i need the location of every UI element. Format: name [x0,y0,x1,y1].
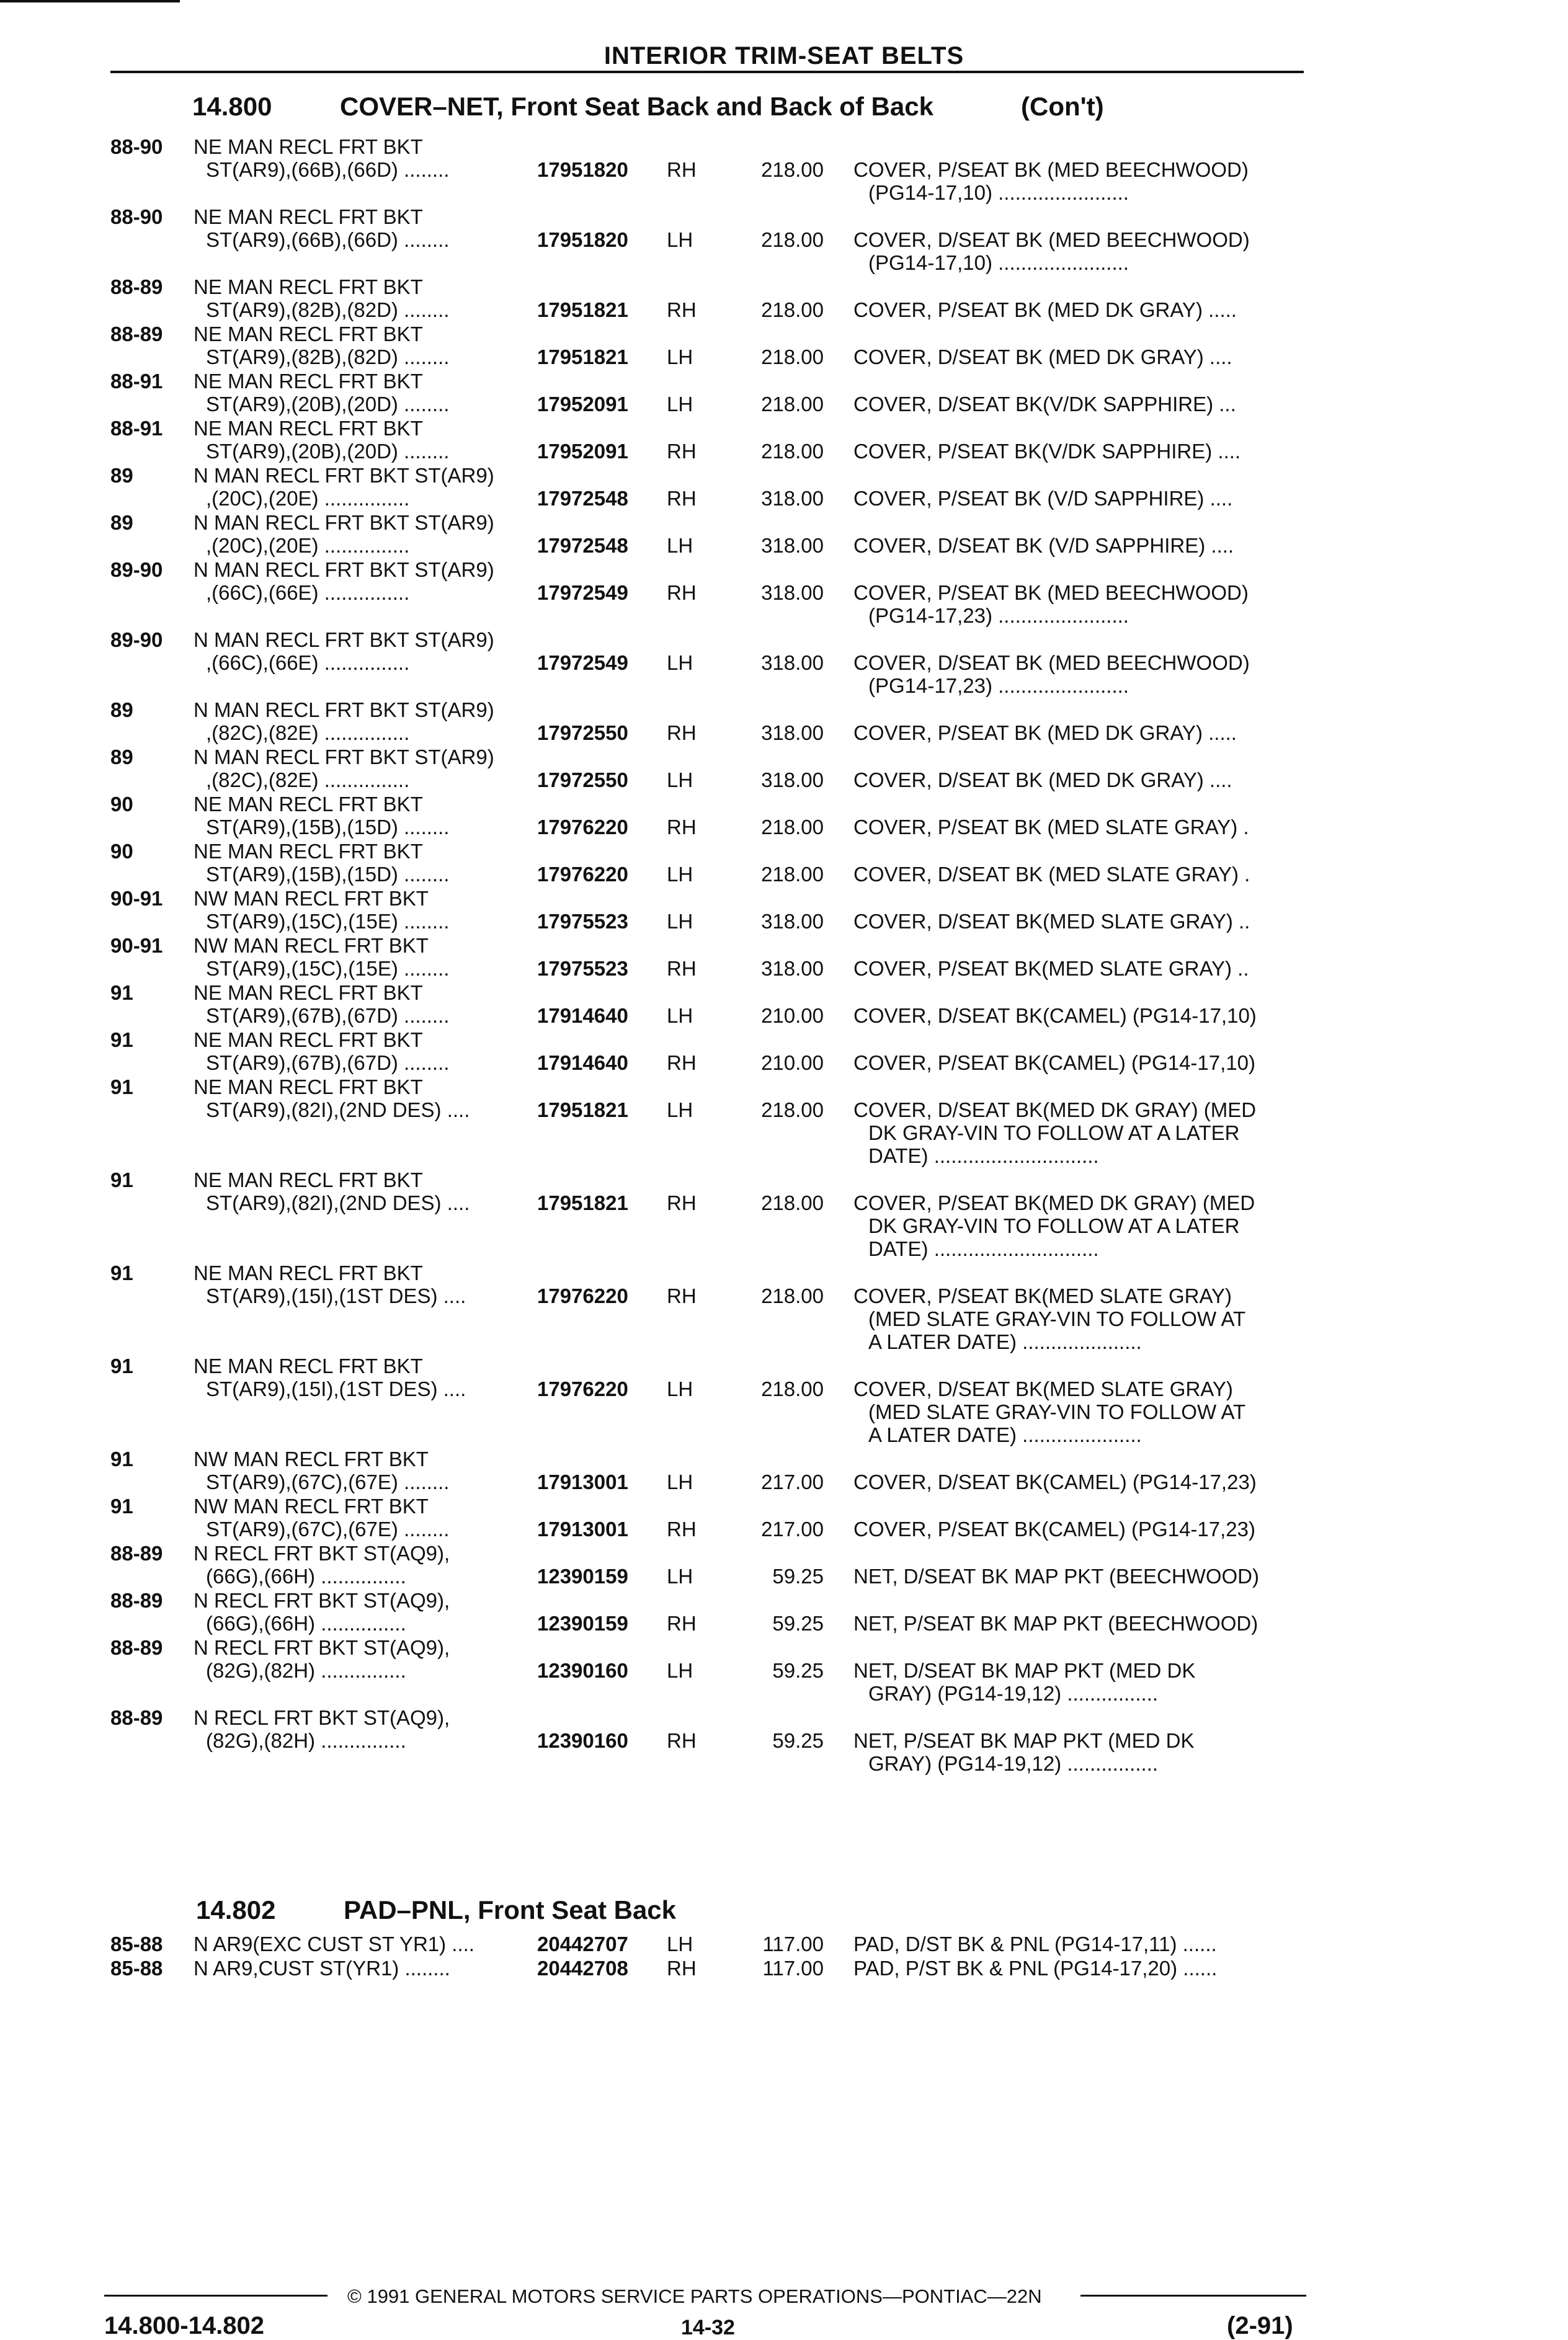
top-corner-rule [0,0,180,2]
application-desc-line2: ,(82C),(82E) ............... [206,721,410,744]
section-title: PAD–PNL, Front Seat Back [344,1895,677,1924]
part-description-line: COVER, D/SEAT BK (MED DK GRAY) .... [853,768,1232,791]
application-desc-line1: NE MAN RECL FRT BKT [194,1028,423,1051]
application-desc-line2: ST(AR9),(67B),(67D) ........ [206,1051,450,1074]
part-description [853,487,1312,510]
part-number: 17951820 [537,158,628,181]
model-years: 89 [110,511,133,534]
part-number: 17976220 [537,1377,628,1400]
part-description [853,1933,1312,1955]
side: LH [667,910,693,933]
part-description-line: COVER, P/SEAT BK(CAMEL) (PG14-17,23) [853,1518,1255,1541]
part-number: 17913001 [537,1470,628,1493]
part-description [853,1098,1312,1167]
part-description [853,1612,1312,1635]
application-desc-line2: ,(20C),(20E) ............... [206,487,410,510]
application-desc-line1: NE MAN RECL FRT BKT [194,1168,423,1191]
part-number: 20442708 [537,1957,628,1980]
side: RH [667,1191,697,1214]
model-years: 89 [110,745,133,768]
application-desc-line1: NE MAN RECL FRT BKT [194,1261,423,1284]
section-number: 14.800 [192,92,272,121]
list-price: 210.00 [761,1051,824,1074]
part-description-line: COVER, P/SEAT BK (MED BEECHWOOD) [853,581,1249,604]
application-desc-line1: NE MAN RECL FRT BKT [194,370,423,393]
side: RH [667,581,697,604]
part-description [853,768,1312,791]
part-description-line: (PG14-17,23) ....................... [868,674,1129,697]
section-number: 14.802 [196,1895,276,1924]
application-desc-line2: ,(66C),(66E) ............... [206,651,410,674]
side: RH [667,298,697,321]
part-description-line: (MED SLATE GRAY-VIN TO FOLLOW AT [868,1400,1246,1423]
part-description [853,1518,1312,1541]
part-description-line: PAD, D/ST BK & PNL (PG14-17,11) ...... [853,1933,1217,1955]
model-years: 88-90 [110,205,163,228]
copyright-notice: © 1991 GENERAL MOTORS SERVICE PARTS OPERATIONS—PONTIAC—22N [347,2285,1042,2307]
application-desc-line1: NW MAN RECL FRT BKT [194,887,429,910]
list-price: 318.00 [761,957,824,980]
part-description [853,1565,1312,1588]
part-description [853,1191,1312,1260]
application-desc-line1: NE MAN RECL FRT BKT [194,1355,423,1377]
side: LH [667,345,693,368]
part-description [853,1377,1312,1446]
part-description-line: NET, D/SEAT BK MAP PKT (BEECHWOOD) [853,1565,1260,1588]
part-number: 12390160 [537,1659,628,1682]
part-description [853,957,1312,980]
list-price: 218.00 [761,816,824,839]
application-desc-line1: N RECL FRT BKT ST(AQ9), [194,1542,450,1565]
model-years: 89-90 [110,558,163,581]
part-number: 17976220 [537,1284,628,1307]
application-desc-line2: ST(AR9),(82I),(2ND DES) .... [206,1191,470,1214]
footer-rule-right [1080,2295,1306,2297]
model-years: 91 [110,1028,133,1051]
part-description-line: COVER, P/SEAT BK(MED SLATE GRAY) [853,1284,1232,1307]
model-years: 88-89 [110,1706,163,1729]
part-number: 17951821 [537,298,628,321]
application-desc-line2: ST(AR9),(67B),(67D) ........ [206,1004,450,1027]
list-price: 218.00 [761,158,824,181]
application-desc-line1: N AR9(EXC CUST ST YR1) .... [194,1933,474,1955]
part-number: 17951821 [537,1098,628,1121]
part-description-line: GRAY) (PG14-19,12) ................ [868,1682,1159,1705]
list-price: 218.00 [761,228,824,251]
part-number: 17972548 [537,487,628,510]
model-years: 88-91 [110,417,163,440]
list-price: 218.00 [761,863,824,886]
side: LH [667,1098,693,1121]
model-years: 88-89 [110,323,163,345]
part-number: 17972550 [537,721,628,744]
model-years: 91 [110,1075,133,1098]
application-desc-line1: N MAN RECL FRT BKT ST(AR9) [194,511,494,534]
list-price: 59.25 [772,1659,824,1682]
part-description-line: COVER, P/SEAT BK(CAMEL) (PG14-17,10) [853,1051,1255,1074]
part-description-line: (PG14-17,23) ....................... [868,604,1129,627]
part-description-line: NET, D/SEAT BK MAP PKT (MED DK [853,1659,1196,1682]
part-description [853,1470,1312,1493]
application-desc-line2: ST(AR9),(15B),(15D) ........ [206,816,450,839]
application-desc-line2: ST(AR9),(67C),(67E) ........ [206,1518,450,1541]
part-number: 17914640 [537,1051,628,1074]
side: LH [667,1470,693,1493]
model-years: 85-88 [110,1957,163,1980]
part-description-line: NET, P/SEAT BK MAP PKT (BEECHWOOD) [853,1612,1258,1635]
part-description [853,534,1312,557]
list-price: 218.00 [761,1377,824,1400]
list-price: 318.00 [761,910,824,933]
part-description-line: COVER, P/SEAT BK(MED DK GRAY) (MED [853,1191,1255,1214]
part-description-line: COVER, D/SEAT BK(MED DK GRAY) (MED [853,1098,1257,1121]
model-years: 91 [110,981,133,1004]
application-desc-line1: N MAN RECL FRT BKT ST(AR9) [194,464,494,487]
part-description [853,1957,1312,1980]
part-description [853,345,1312,368]
part-description [853,816,1312,839]
application-desc-line1: N RECL FRT BKT ST(AQ9), [194,1589,450,1612]
application-desc-line2: ST(AR9),(20B),(20D) ........ [206,393,450,416]
part-description [853,1729,1312,1775]
part-number: 17972549 [537,581,628,604]
model-years: 88-91 [110,370,163,393]
application-desc-line1: NW MAN RECL FRT BKT [194,934,429,957]
part-description-line: COVER, D/SEAT BK (MED SLATE GRAY) . [853,863,1250,886]
footer-page-number: 14-32 [681,2316,735,2339]
footer-revision-date: (2-91) [1227,2312,1293,2339]
part-number: 17913001 [537,1518,628,1541]
model-years: 90 [110,793,133,816]
application-desc-line2: ST(AR9),(20B),(20D) ........ [206,440,450,463]
part-description-line: GRAY) (PG14-19,12) ................ [868,1752,1159,1775]
part-description-line: COVER, P/SEAT BK (MED SLATE GRAY) . [853,816,1249,839]
part-number: 17951820 [537,228,628,251]
application-desc-line2: ST(AR9),(67C),(67E) ........ [206,1470,450,1493]
page-title: INTERIOR TRIM-SEAT BELTS [604,42,964,69]
application-desc-line1: N MAN RECL FRT BKT ST(AR9) [194,745,494,768]
side: RH [667,1957,697,1980]
part-number: 17952091 [537,440,628,463]
model-years: 89 [110,464,133,487]
application-desc-line2: ,(20C),(20E) ............... [206,534,410,557]
part-description-line: COVER, P/SEAT BK (MED BEECHWOOD) [853,158,1249,181]
part-description-line: A LATER DATE) ..................... [868,1423,1142,1446]
part-description-line: NET, P/SEAT BK MAP PKT (MED DK [853,1729,1195,1752]
application-desc-line1: N MAN RECL FRT BKT ST(AR9) [194,698,494,721]
list-price: 117.00 [762,1933,824,1955]
part-description-line: COVER, D/SEAT BK (MED BEECHWOOD) [853,651,1250,674]
part-number: 17972548 [537,534,628,557]
part-description-line: COVER, D/SEAT BK(MED SLATE GRAY) .. [853,910,1250,933]
application-desc-line2: ,(66C),(66E) ............... [206,581,410,604]
part-description [853,581,1312,627]
model-years: 88-89 [110,275,163,298]
part-description-line: DATE) ............................. [868,1144,1099,1167]
application-desc-line2: ST(AR9),(82B),(82D) ........ [206,298,450,321]
application-desc-line2: (66G),(66H) ............... [206,1565,406,1588]
model-years: 88-89 [110,1542,163,1565]
model-years: 90-91 [110,887,163,910]
model-years: 88-90 [110,135,163,158]
part-description-line: COVER, P/SEAT BK(MED SLATE GRAY) .. [853,957,1249,980]
application-desc-line1: NE MAN RECL FRT BKT [194,135,423,158]
part-description [853,1051,1312,1074]
part-description-line: COVER, D/SEAT BK (V/D SAPPHIRE) .... [853,534,1234,557]
part-description [853,651,1312,697]
part-number: 12390160 [537,1729,628,1752]
side: LH [667,1659,693,1682]
part-number: 12390159 [537,1565,628,1588]
part-description [853,158,1312,204]
side: RH [667,721,697,744]
side: LH [667,393,693,416]
part-description-line: COVER, D/SEAT BK(CAMEL) (PG14-17,23) [853,1470,1257,1493]
part-description-line: A LATER DATE) ..................... [868,1330,1142,1353]
application-desc-line1: NE MAN RECL FRT BKT [194,205,423,228]
part-number: 12390159 [537,1612,628,1635]
side: RH [667,440,697,463]
part-description-line: DK GRAY-VIN TO FOLLOW AT A LATER [868,1214,1240,1237]
application-desc-line2: (82G),(82H) ............... [206,1659,406,1682]
side: RH [667,1612,697,1635]
part-description-line: COVER, P/SEAT BK (MED DK GRAY) ..... [853,298,1237,321]
title-rule [110,71,1304,73]
model-years: 90 [110,840,133,863]
side: RH [667,487,697,510]
model-years: 85-88 [110,1933,163,1955]
application-desc-line1: N MAN RECL FRT BKT ST(AR9) [194,558,494,581]
part-description-line: COVER, D/SEAT BK(V/DK SAPPHIRE) ... [853,393,1236,416]
side: LH [667,1933,693,1955]
part-description-line: DK GRAY-VIN TO FOLLOW AT A LATER [868,1121,1240,1144]
application-desc-line1: NE MAN RECL FRT BKT [194,323,423,345]
footer-rule-left [104,2295,327,2297]
part-number: 17975523 [537,910,628,933]
application-desc-line1: NW MAN RECL FRT BKT [194,1495,429,1518]
list-price: 59.25 [772,1612,824,1635]
side: RH [667,158,697,181]
model-years: 90-91 [110,934,163,957]
side: LH [667,768,693,791]
list-price: 217.00 [761,1470,824,1493]
list-price: 59.25 [772,1565,824,1588]
part-description [853,1284,1312,1353]
part-number: 17976220 [537,863,628,886]
application-desc-line2: ST(AR9),(15I),(1ST DES) .... [206,1284,466,1307]
list-price: 217.00 [761,1518,824,1541]
part-number: 17972549 [537,651,628,674]
part-description-line: DATE) ............................. [868,1237,1099,1260]
list-price: 318.00 [761,534,824,557]
application-desc-line2: ST(AR9),(15C),(15E) ........ [206,910,450,933]
side: LH [667,228,693,251]
model-years: 91 [110,1355,133,1377]
list-price: 210.00 [761,1004,824,1027]
application-desc-line1: NE MAN RECL FRT BKT [194,793,423,816]
model-years: 88-89 [110,1636,163,1659]
application-desc-line1: N MAN RECL FRT BKT ST(AR9) [194,628,494,651]
part-description-line: COVER, D/SEAT BK (MED DK GRAY) .... [853,345,1232,368]
part-description-line: (PG14-17,10) ....................... [868,181,1129,204]
side: LH [667,651,693,674]
model-years: 91 [110,1261,133,1284]
section-title: COVER–NET, Front Seat Back and Back of Back [340,92,933,121]
part-description [853,1659,1312,1705]
application-desc-line2: ST(AR9),(82I),(2ND DES) .... [206,1098,470,1121]
application-desc-line2: ST(AR9),(15C),(15E) ........ [206,957,450,980]
part-description-line: (PG14-17,10) ....................... [868,251,1129,274]
application-desc-line2: ST(AR9),(15I),(1ST DES) .... [206,1377,466,1400]
part-description-line: COVER, D/SEAT BK (MED BEECHWOOD) [853,228,1250,251]
model-years: 89 [110,698,133,721]
model-years: 89-90 [110,628,163,651]
side: LH [667,1565,693,1588]
side: RH [667,1518,697,1541]
list-price: 218.00 [761,440,824,463]
part-description [853,863,1312,886]
side: LH [667,1004,693,1027]
section-cont-label: (Con't) [1021,92,1104,121]
list-price: 318.00 [761,768,824,791]
part-description [853,721,1312,744]
application-desc-line1: NE MAN RECL FRT BKT [194,1075,423,1098]
part-description-line: COVER, P/SEAT BK(V/DK SAPPHIRE) .... [853,440,1241,463]
side: LH [667,1377,693,1400]
side: RH [667,957,697,980]
part-number: 20442707 [537,1933,628,1955]
list-price: 218.00 [761,1284,824,1307]
part-number: 17914640 [537,1004,628,1027]
part-description-line: PAD, P/ST BK & PNL (PG14-17,20) ...... [853,1957,1218,1980]
part-description [853,393,1312,416]
list-price: 318.00 [761,487,824,510]
list-price: 59.25 [772,1729,824,1752]
list-price: 117.00 [762,1957,824,1980]
part-number: 17952091 [537,393,628,416]
application-desc-line2: (66G),(66H) ............... [206,1612,406,1635]
side: LH [667,863,693,886]
part-description-line: COVER, D/SEAT BK(MED SLATE GRAY) [853,1377,1233,1400]
part-description [853,440,1312,463]
part-description [853,1004,1312,1027]
application-desc-line2: (82G),(82H) ............... [206,1729,406,1752]
list-price: 218.00 [761,1191,824,1214]
model-years: 91 [110,1495,133,1518]
part-description-line: COVER, P/SEAT BK (MED DK GRAY) ..... [853,721,1237,744]
list-price: 218.00 [761,1098,824,1121]
part-description-line: COVER, P/SEAT BK (V/D SAPPHIRE) .... [853,487,1233,510]
side: RH [667,1284,697,1307]
application-desc-line2: ST(AR9),(15B),(15D) ........ [206,863,450,886]
list-price: 318.00 [761,721,824,744]
application-desc-line1: N AR9,CUST ST(YR1) ........ [194,1957,450,1980]
footer-section-range: 14.800-14.802 [104,2312,265,2339]
application-desc-line2: ,(82C),(82E) ............... [206,768,410,791]
application-desc-line1: NE MAN RECL FRT BKT [194,840,423,863]
part-number: 17976220 [537,816,628,839]
side: RH [667,1729,697,1752]
part-description-line: COVER, D/SEAT BK(CAMEL) (PG14-17,10) [853,1004,1257,1027]
application-desc-line2: ST(AR9),(82B),(82D) ........ [206,345,450,368]
list-price: 218.00 [761,298,824,321]
application-desc-line1: NE MAN RECL FRT BKT [194,981,423,1004]
list-price: 218.00 [761,393,824,416]
side: LH [667,534,693,557]
part-number: 17972550 [537,768,628,791]
part-description-line: (MED SLATE GRAY-VIN TO FOLLOW AT [868,1307,1246,1330]
part-number: 17951821 [537,1191,628,1214]
application-desc-line1: N RECL FRT BKT ST(AQ9), [194,1706,450,1729]
application-desc-line2: ST(AR9),(66B),(66D) ........ [206,228,450,251]
application-desc-line1: NE MAN RECL FRT BKT [194,417,423,440]
part-description [853,228,1312,274]
side: RH [667,816,697,839]
part-number: 17975523 [537,957,628,980]
application-desc-line1: NE MAN RECL FRT BKT [194,275,423,298]
model-years: 91 [110,1448,133,1470]
list-price: 318.00 [761,581,824,604]
application-desc-line1: N RECL FRT BKT ST(AQ9), [194,1636,450,1659]
model-years: 88-89 [110,1589,163,1612]
list-price: 218.00 [761,345,824,368]
list-price: 318.00 [761,651,824,674]
application-desc-line1: NW MAN RECL FRT BKT [194,1448,429,1470]
application-desc-line2: ST(AR9),(66B),(66D) ........ [206,158,450,181]
part-description [853,298,1312,321]
part-description [853,910,1312,933]
side: RH [667,1051,697,1074]
part-number: 17951821 [537,345,628,368]
model-years: 91 [110,1168,133,1191]
